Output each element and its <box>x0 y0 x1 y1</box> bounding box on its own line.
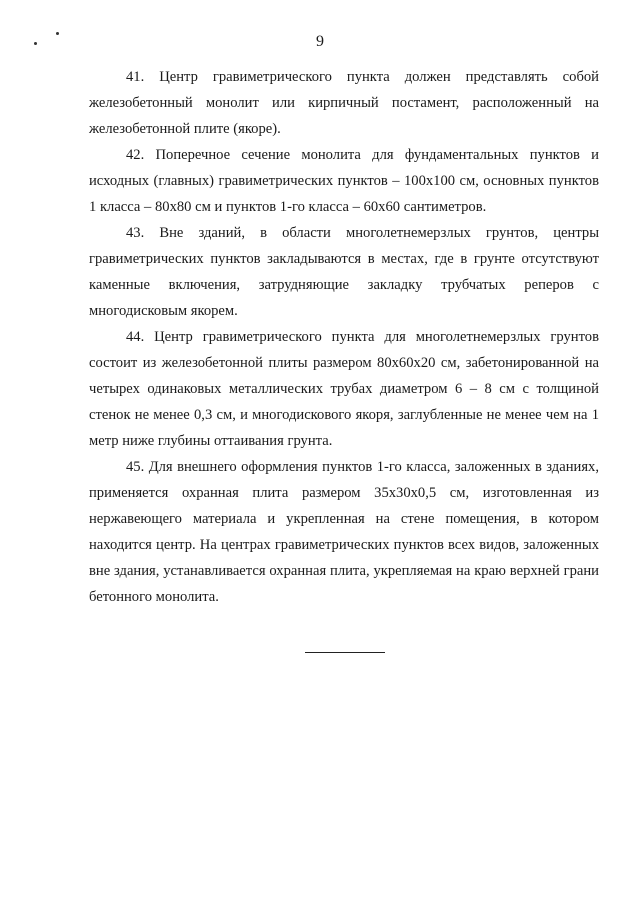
paragraph-43: 43. Вне зданий, в области многолетнемерзлых грунтов, центры гравиметрических пунктов закладываются в местах, где в грунте отсутствуют каменные включения, затрудняющие закладку трубчатых реперов с многодисковым якорем. <box>89 225 599 319</box>
document-body <box>89 64 599 610</box>
end-of-text-rule <box>305 652 385 653</box>
paragraph-45: 45. Для внешнего оформления пунктов 1-го класса, заложенных в зданиях, применяется охранная плита размером 35х30х0,5 см, изготовленная из нержавеющего материала и укрепленная на стене помещения, в котором находится центр. На центрах гравиметрических пунктов всех видов, заложенных вне здания, устанавливается охранная плита, укрепляемая на краю верхней грани бетонного монолита. <box>89 459 599 605</box>
page-number: 9 <box>316 33 324 50</box>
paragraph-41: 41. Центр гравиметрического пункта должен представлять собой железобетонный монолит или кирпичный постамент, расположенный на железобетонной плите (якоре). <box>89 69 599 137</box>
paragraph-42: 42. Поперечное сечение монолита для фундаментальных пунктов и исходных (главных) гравиметрических пунктов – 100х100 см, основных пунктов 1 класса – 80х80 см и пунктов 1-го класса – 60х60 сантиметров. <box>89 147 599 215</box>
paragraph-44: 44. Центр гравиметрического пункта для многолетнемерзлых грунтов состоит из железобетонной плиты размером 80х60х20 см, забетонированной на четырех одинаковых металлических трубах диаметром 6 – 8 см с толщиной стенок не менее 0,3 см, и многодискового якоря, заглубленные не менее чем на 1 метр ниже глубины оттаивания грунта. <box>89 329 599 449</box>
